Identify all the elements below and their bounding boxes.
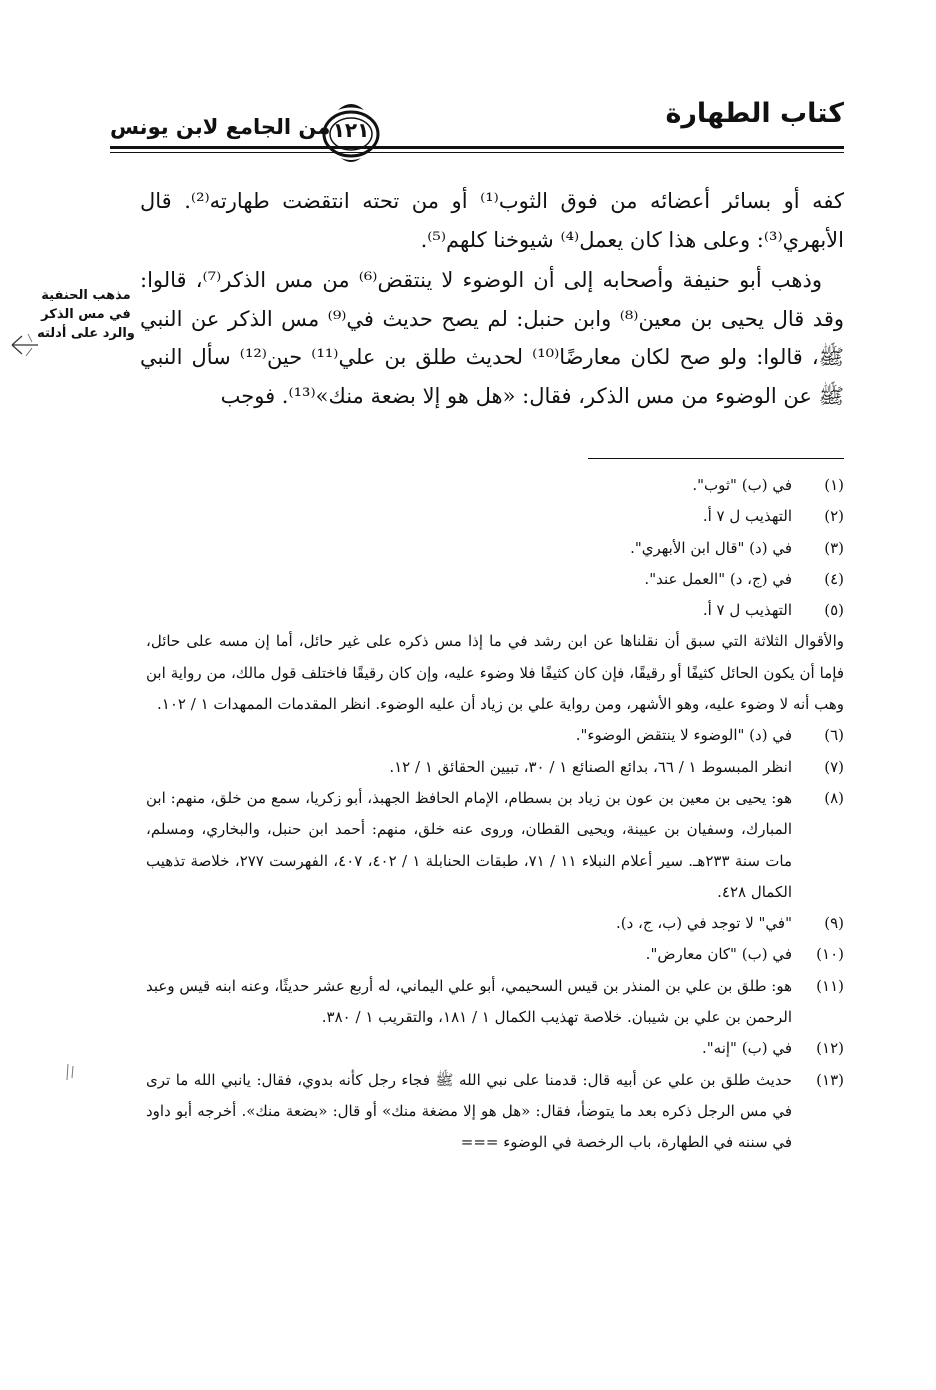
footnote-text: انظر المبسوط ١ / ٦٦، بدائع الصنائع ١ / ٣٠، تبيين الحقائق ١ / ١٢. — [389, 757, 792, 776]
footnote-item — [146, 1065, 844, 1159]
footnote-number: (٨) — [824, 788, 844, 807]
footnote-text: "في" لا توجد في (ب، ج، د). — [615, 914, 792, 933]
footnote-number: (١٢) — [816, 1039, 844, 1058]
margin-note-line: في مس الذكر — [41, 307, 131, 322]
footnotes — [146, 470, 844, 1159]
footnote-item — [146, 533, 844, 564]
footnote-item — [146, 470, 844, 501]
header-rule-thin — [110, 152, 844, 153]
footnote-text: في (د) "الوضوء لا ينتقض الوضوء". — [575, 726, 792, 745]
footnote-number: (٦) — [824, 726, 844, 745]
main-text — [140, 182, 844, 415]
source-title: من الجامع لابن يونس — [110, 115, 331, 139]
footnote-text: هو: طلق بن علي بن المنذر بن قيس السحيمي، أبو علي اليماني، له أربع عشر حديثًا، وعنه ابنه قيس وعبد الرحمن بن علي بن شيبان. خلاصة تهذيب الكمال ١ / ١٨١، والتقريب ١ / ٣٨٠. — [146, 976, 792, 1027]
footnote-text: في (ب) "ثوب". — [692, 476, 792, 494]
footnote-text: في (ج، د) "العمل عند". — [644, 569, 792, 588]
footnote-text: في (ب) "إنه". — [702, 1039, 792, 1058]
footnote-text: هو: يحيى بن معين بن عون بن زياد بن بسطام، الإمام الحافظ الجهبذ، أبو زكريا، سمع من خلق، منهم: ابن المبارك، وسفيان بن عيينة، ويحيى القطان، وروى عنه خلق، منهم: أحمد ابن حنبل، والبخاري، ومسلم، مات سنة ٢٣٣هـ. سير أعلام النبلاء ١١ / ٧١، طبقات الحنابلة ١ / ٤٠٢، ٤٠٧، الفهرست ٢٧٧، خلاصة تذهيب الكمال ٤٢٨. — [146, 788, 793, 901]
scan-mark-icon — [64, 1062, 78, 1082]
footnote-item — [146, 1033, 844, 1064]
footnote-number: (٢) — [824, 507, 844, 526]
footnote-item — [146, 595, 844, 626]
footnote-item — [146, 783, 844, 908]
margin-note-line: مذهب الحنفية — [41, 288, 131, 303]
margin-note — [36, 286, 136, 343]
page-number: ١٢١ — [332, 118, 370, 142]
header-rule — [110, 146, 844, 149]
footnote-item — [146, 501, 844, 532]
footnote-text: التهذيب ل ٧ أ. — [702, 507, 792, 526]
main-paragraph-2: وذهب أبو حنيفة وأصحابه إلى أن الوضوء لا ينتقض⁽⁶⁾ من مس الذكر⁽⁷⁾، قالوا: وقد قال يحيى بن معين⁽⁸⁾ وابن حنبل: لم يصح حديث في⁽⁹⁾ مس الذكر عن النبي ﷺ، قالوا: ولو صح لكان معارضًا⁽¹⁰⁾ لحديث طلق بن علي⁽¹¹⁾ حين⁽¹²⁾ سأل النبي ﷺ عن الوضوء من مس الذكر، فقال: «هل هو إلا بضعة منك»⁽¹³⁾. فوجب — [140, 268, 845, 408]
margin-note-line: والرد على أدلته — [37, 326, 135, 341]
footnote-item — [146, 939, 844, 970]
footnote-text: في (ب) "كان معارض". — [645, 945, 792, 964]
footnote-number: (١٠) — [816, 945, 844, 964]
footnote-continuation: والأقوال الثلاثة التي سبق أن نقلناها عن ابن رشد في ما إذا مس ذكره على غير حائل، أما إن مسه على حائل، فإما أن يكون الحائل كثيفًا أو رقيقًا، فإن كان كثيفًا فلا وضوء عليه، وإن كان رقيقًا فاختلف قول مالك، من رواية ابن وهب أنه لا وضوء عليه، وهو الأشهر، ومن رواية علي بن زياد أن عليه الوضوء. انظر المقدمات الممهدات ١ / ١٠٢. — [146, 632, 844, 714]
footnote-number: (٥) — [824, 601, 844, 620]
footnote-item — [146, 564, 844, 595]
footnote-item — [146, 971, 844, 1034]
footnote-text: التهذيب ل ٧ أ. — [702, 601, 792, 620]
footnote-item — [146, 720, 844, 751]
footnote-text: حديث طلق بن علي عن أبيه قال: قدمنا على نبي الله ﷺ فجاء رجل كأنه بدوي، فقال: يانبي الله ما ترى في مس الرجل ذكره بعد ما يتوضأ، فقال: «هل هو إلا مضغة منك» أو قال: «بضعة منك». أخرجه أبو داود في سننه في الطهارة، باب الرخصة في الوضوء === — [146, 1070, 792, 1152]
footnote-number: (٣) — [824, 538, 844, 557]
book-title: كتاب الطهارة — [665, 98, 844, 129]
footnote-item — [146, 752, 844, 783]
footnote-text: في (د) "قال ابن الأبهري". — [630, 538, 792, 557]
main-paragraph-1: كفه أو بسائر أعضائه من فوق الثوب⁽¹⁾ أو من تحته انتقضت طهارته⁽²⁾. قال الأبهري⁽³⁾: وعلى هذا كان يعمل⁽⁴⁾ شيوخنا كلهم⁽⁵⁾. — [140, 189, 845, 252]
footnote-separator — [588, 458, 844, 459]
footnote-number: (٧) — [824, 757, 844, 776]
footnote-number: (١١) — [816, 976, 844, 995]
footnote-number: (١) — [824, 476, 844, 494]
footnote-number: (٩) — [824, 914, 844, 933]
footnote-number: (٤) — [824, 569, 844, 588]
footnote-item — [146, 908, 844, 939]
footnote-number: (١٣) — [816, 1070, 844, 1089]
margin-pointer-icon — [8, 330, 40, 360]
